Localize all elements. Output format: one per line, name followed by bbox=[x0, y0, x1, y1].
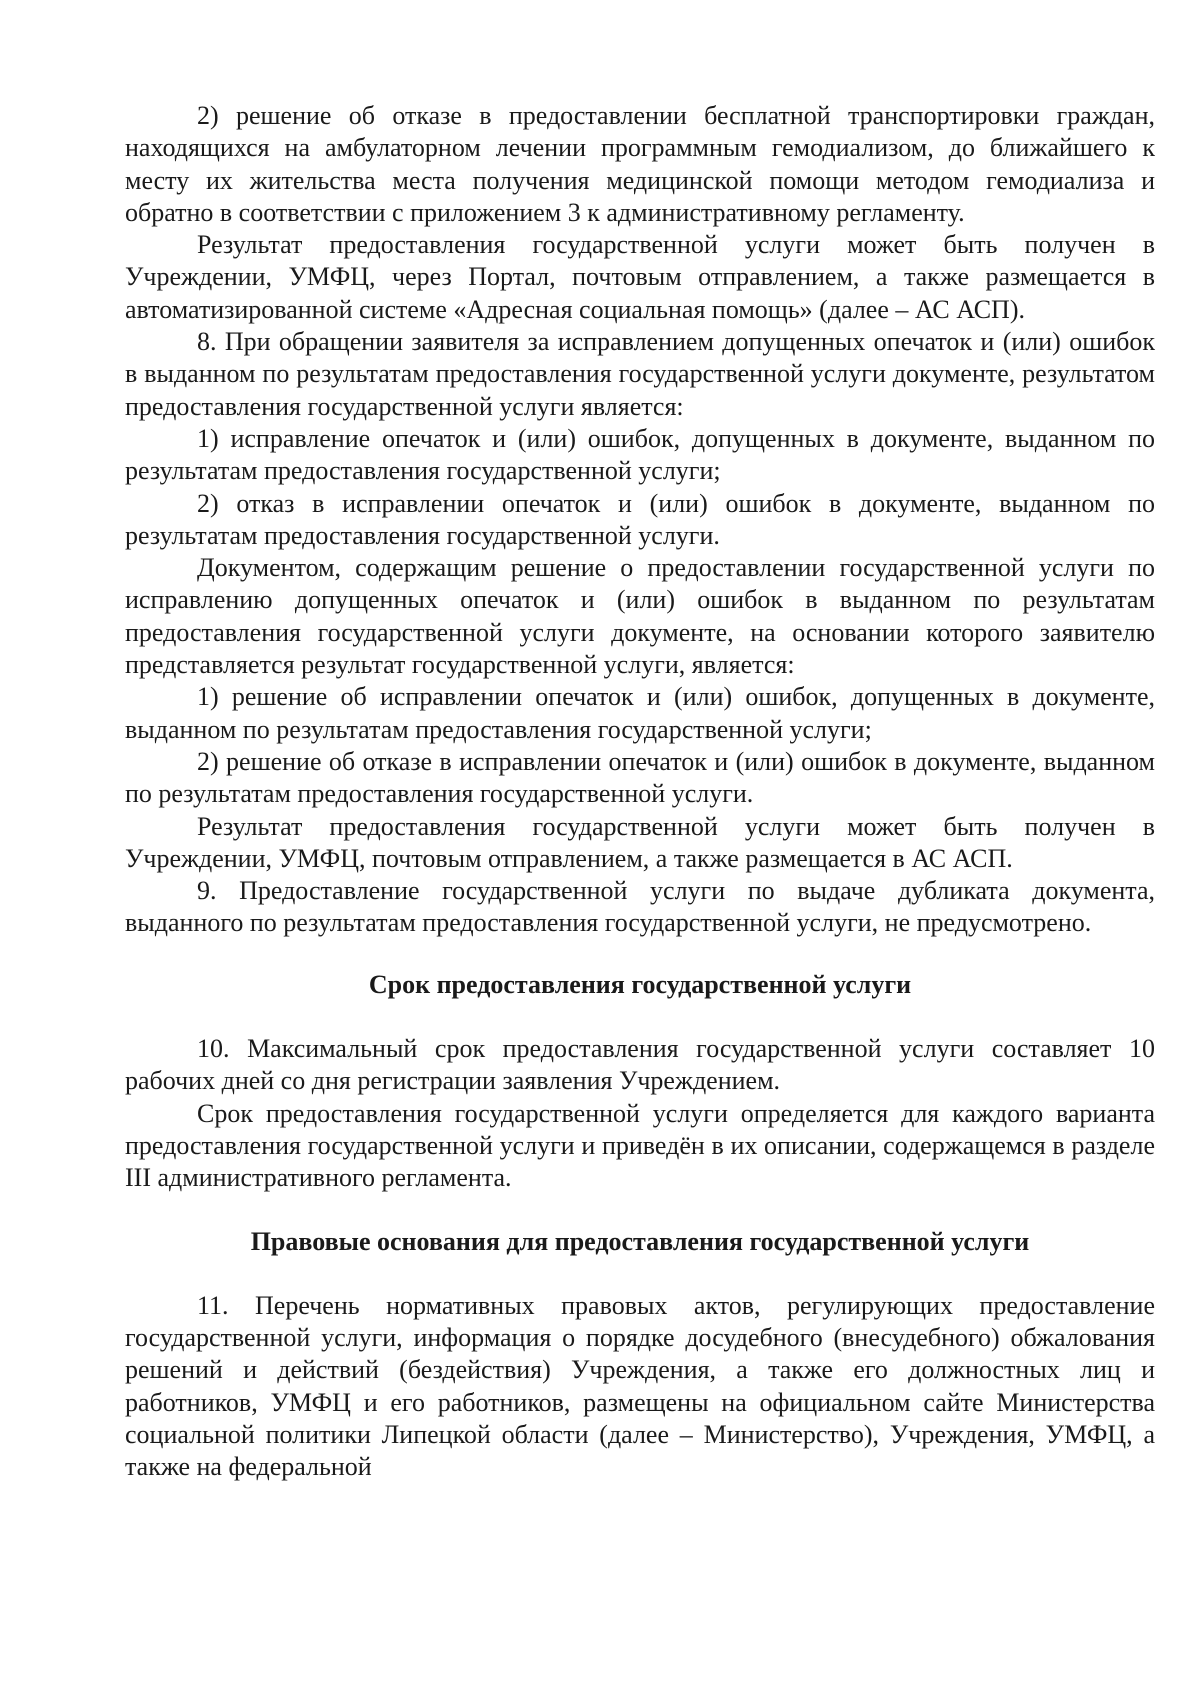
paragraph: 2) решение об отказе в исправлении опечаток и (или) ошибок в документе, выданном по результатам предоставления государственной услуги. bbox=[125, 746, 1155, 809]
paragraph: 1) решение об исправлении опечаток и (или) ошибок, допущенных в документе, выданном по результатам предоставления государственной услуги; bbox=[125, 682, 1155, 744]
paragraph: 2) решение об отказе в предоставлении бесплатной транспортировки граждан, находящихся на амбулаторном лечении программным гемодиализом, до ближайшего к месту их жительства места получения медицинской помощи методом гемодиализа и обратно в соответствии с приложением 3 к административному регламенту. bbox=[125, 101, 1155, 227]
paragraph: Срок предоставления государственной услуги определяется для каждого варианта предоставления государственной услуги и приведён в их описании, содержащемся в разделе III административного регламента. bbox=[125, 1098, 1155, 1193]
paragraph: 9. Предоставление государственной услуги по выдаче дубликата документа, выданного по результатам предоставления государственной услуги, не предусмотрено. bbox=[125, 876, 1155, 938]
paragraph: Документом, содержащим решение о предоставлении государственной услуги по исправлению допущенных опечаток и (или) ошибок в выданном по результатам предоставления государственной услуги документе, на основании которого заявителю представляется результат государственной услуги, является: bbox=[125, 553, 1155, 680]
section-heading: Срок предоставления государственной услуги bbox=[368, 969, 912, 999]
paragraph: 8. При обращении заявителя за исправлением допущенных опечаток и (или) ошибок в выданном по результатам предоставления государственной услуги документе, результатом предоставления государственной услуги является: bbox=[125, 327, 1155, 421]
paragraph: 1) исправление опечаток и (или) ошибок, допущенных в документе, выданном по результатам предоставления государственной услуги; bbox=[125, 423, 1155, 486]
paragraph: Результат предоставления государственной услуги может быть получен в Учреждении, УМФЦ, почтовым отправлением, а также размещается в АС АСП. bbox=[125, 811, 1155, 873]
paragraph: 2) отказ в исправлении опечаток и (или) ошибок в документе, выданном по результатам предоставления государственной услуги. bbox=[125, 488, 1155, 550]
paragraph: 10. Максимальный срок предоставления государственной услуги составляет 10 рабочих дней со дня регистрации заявления Учреждением. bbox=[125, 1034, 1155, 1096]
paragraph: 11. Перечень нормативных правовых актов, регулирующих предоставление государственной услуги, информация о порядке досудебного (внесудебного) обжалования решений и действий (бездействия) Учреждения, а также его должностных лиц и работников, УМФЦ и его работников, размещены на официальном сайте Министерства социальной политики Липецкой области (далее – Министерство), Учреждения, УМФЦ, а также на федеральной bbox=[125, 1290, 1155, 1482]
section-heading: Правовые основания для предоставления государственной услуги bbox=[250, 1226, 1030, 1256]
document-body bbox=[125, 100, 1155, 1484]
paragraph: Результат предоставления государственной услуги может быть получен в Учреждении, УМФЦ, через Портал, почтовым отправлением, а также размещается в автоматизированной системе «Адресная социальная помощь» (далее – АС АСП). bbox=[125, 230, 1155, 324]
